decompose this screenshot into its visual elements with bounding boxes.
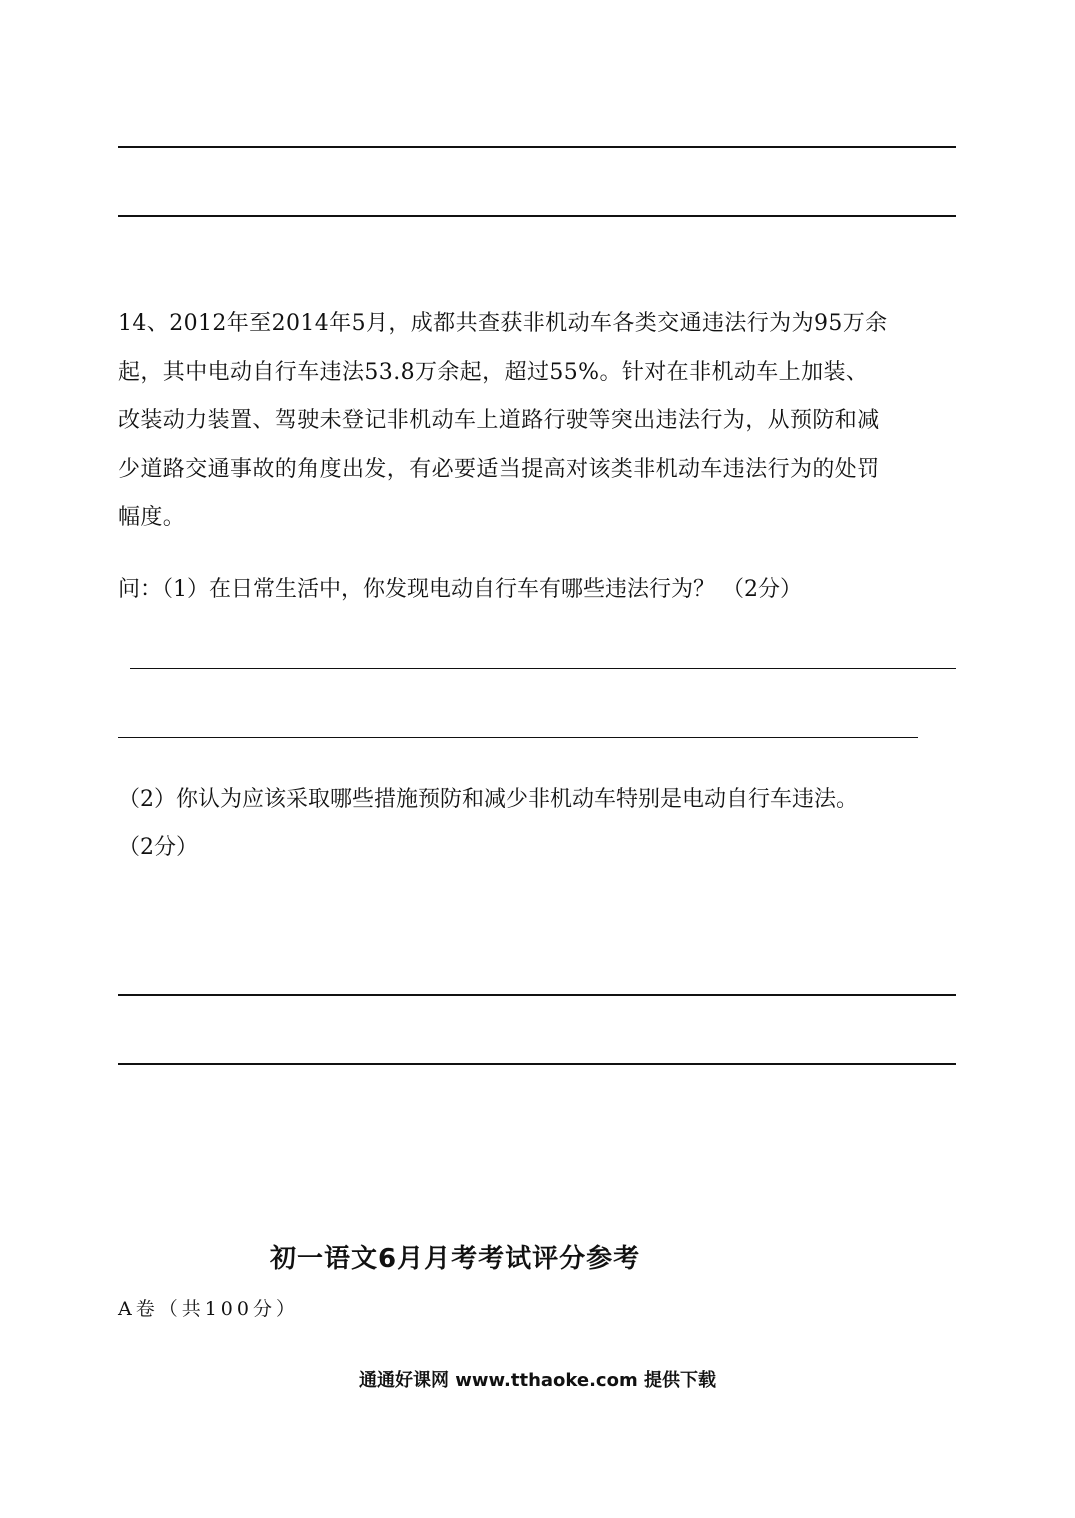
sub-question-2-points: （2分） — [118, 835, 198, 860]
answer-key-title: 初一语文6月月考考试评分参考 — [270, 1244, 641, 1274]
footer-watermark: 通通好课网 www.tthaoke.com 提供下载 — [359, 1370, 716, 1391]
answer-line — [118, 994, 956, 996]
answer-line — [118, 215, 956, 217]
question-14-line: 幅度。 — [118, 505, 186, 531]
sub-question-1: 问：（1）在日常生活中，你发现电动自行车有哪些违法行为？ （2分） — [118, 577, 802, 602]
question-14-line: 少道路交通事故的角度出发，有必要适当提高对该类非机动车违法行为的处罚 — [118, 456, 880, 482]
answer-line — [130, 668, 956, 669]
question-14-line: 起，其中电动自行车违法53.8万余起，超过55%。针对在非机动车上加装、 — [118, 359, 869, 385]
question-14-text — [118, 300, 960, 543]
sub-question-2: （2）你认为应该采取哪些措施预防和减少非机动车特别是电动自行车违法。 — [118, 787, 858, 812]
question-14-line: 14、2012年至2014年5月，成都共查获非机动车各类交通违法行为为95万余 — [118, 311, 888, 336]
question-14-line: 改装动力装置、驾驶未登记非机动车上道路行驶等突出违法行为，从预防和减 — [118, 408, 880, 434]
answer-line — [118, 146, 956, 148]
answer-line — [118, 737, 918, 738]
answer-line — [118, 1063, 956, 1065]
answer-key-section: A卷（共100分） — [118, 1298, 299, 1320]
